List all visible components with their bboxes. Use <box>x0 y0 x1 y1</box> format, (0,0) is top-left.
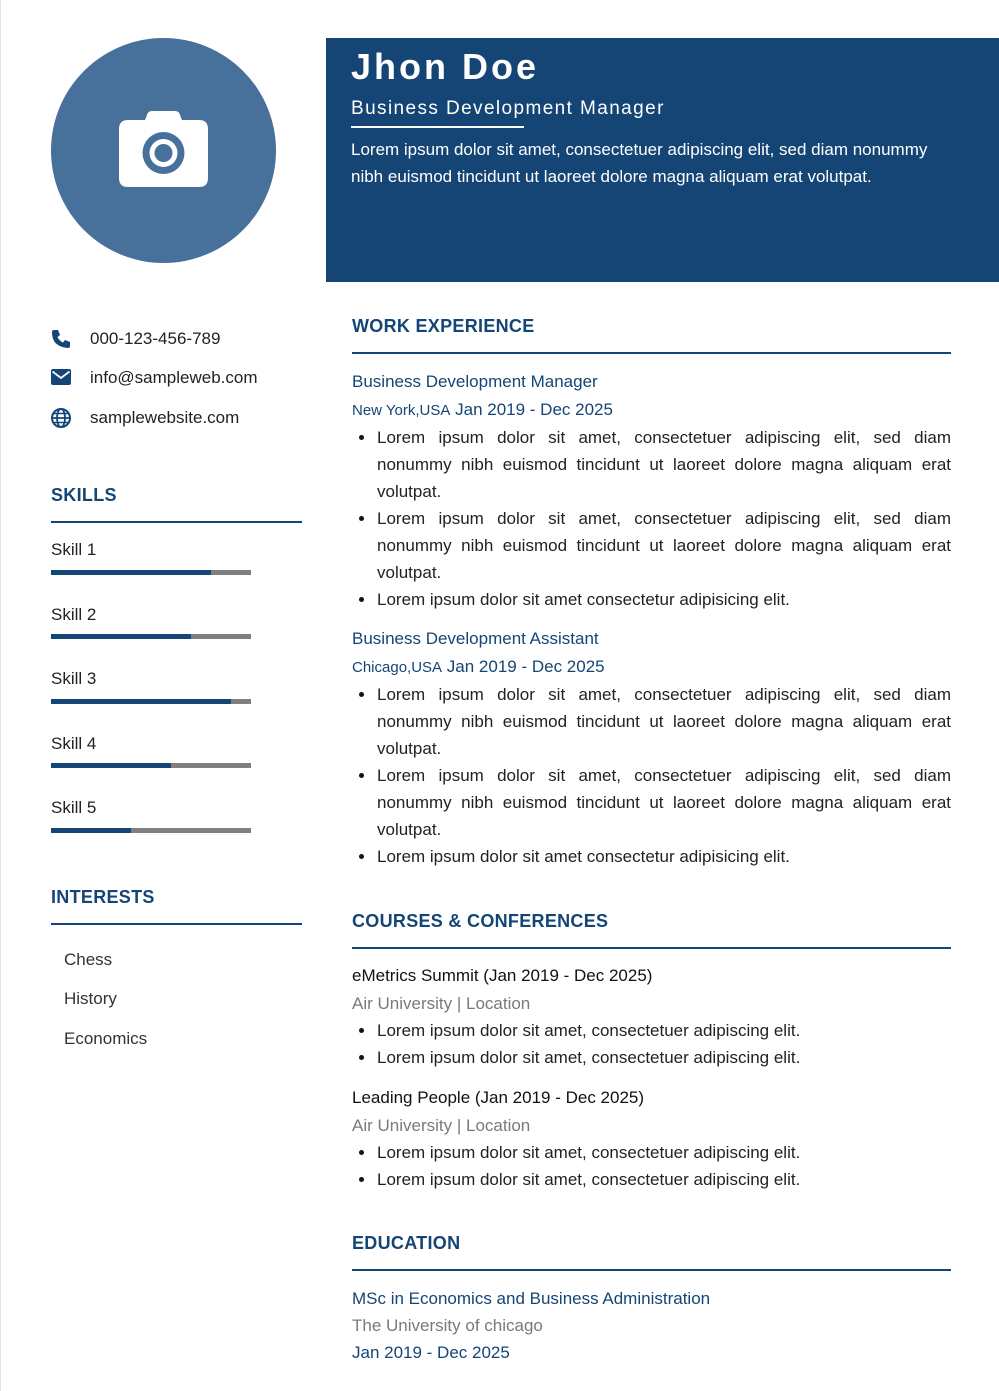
skill-label: Skill 4 <box>51 734 97 753</box>
skill-bar <box>51 699 251 704</box>
bullet-item: Lorem ipsum dolor sit amet, consectetuer adipiscing elit. <box>352 1044 951 1071</box>
bullet-item: Lorem ipsum dolor sit amet consectetur adipisicing elit. <box>352 586 951 613</box>
interest-item: Chess <box>64 950 113 969</box>
courses-heading: COURSES & CONFERENCES <box>352 911 609 931</box>
candidate-name: Jhon Doe <box>351 46 540 87</box>
camera-icon <box>119 111 208 187</box>
work-experience-heading: WORK EXPERIENCE <box>352 316 535 336</box>
courses-divider <box>352 947 951 949</box>
job-dates: Jan 2019 - Dec 2025 <box>446 657 605 676</box>
course-bullets <box>352 1139 951 1193</box>
work-divider <box>352 352 951 354</box>
skill-label: Skill 1 <box>51 540 97 559</box>
envelope-icon <box>51 369 71 385</box>
skill-bar-fill <box>51 699 231 704</box>
skill-bar <box>51 763 251 768</box>
email-address: info@sampleweb.com <box>90 368 258 387</box>
skill-label: Skill 2 <box>51 605 97 624</box>
profile-summary: Lorem ipsum dolor sit amet, consectetuer adipiscing elit, sed diam nonummy nibh euismod tincidunt ut laoreet dolore magna aliquam erat volutpat. <box>351 140 928 186</box>
bullet-item: Lorem ipsum dolor sit amet, consectetuer adipiscing elit, sed diam nonummy nibh euismod tincidunt ut laoreet dolore magna aliquam erat volutpat. <box>352 681 951 762</box>
skill-bar-fill <box>51 634 191 639</box>
course-bullets <box>352 1017 951 1071</box>
education-dates: Jan 2019 - Dec 2025 <box>352 1343 510 1362</box>
skill-label: Skill 3 <box>51 669 97 688</box>
role-underline <box>351 126 524 128</box>
bullet-item: Lorem ipsum dolor sit amet, consectetuer adipiscing elit, sed diam nonummy nibh euismod tincidunt ut laoreet dolore magna aliquam erat volutpat. <box>352 424 951 505</box>
bullet-item: Lorem ipsum dolor sit amet, consectetuer adipiscing elit. <box>352 1166 951 1193</box>
profile-photo <box>51 38 276 263</box>
course-organization: Air University | Location <box>352 1116 531 1135</box>
job-meta <box>352 400 613 420</box>
page-edge <box>0 0 1 1391</box>
skill-bar <box>51 828 251 833</box>
skills-divider <box>51 521 302 523</box>
job-title: Business Development Assistant <box>352 629 599 648</box>
education-divider <box>352 1269 951 1271</box>
skill-bar-fill <box>51 570 211 575</box>
course-title: eMetrics Summit (Jan 2019 - Dec 2025) <box>352 966 653 985</box>
interest-item: Economics <box>64 1029 148 1048</box>
globe-icon <box>51 408 71 428</box>
job-bullets <box>352 424 951 613</box>
course-title: Leading People (Jan 2019 - Dec 2025) <box>352 1088 645 1107</box>
job-meta <box>352 657 605 677</box>
job-title: Business Development Manager <box>352 372 598 391</box>
skill-bar-fill <box>51 763 171 768</box>
job-location: New York,USA <box>352 402 451 419</box>
phone-number: 000-123-456-789 <box>90 329 221 348</box>
website-url: samplewebsite.com <box>90 408 240 427</box>
bullet-item: Lorem ipsum dolor sit amet, consectetuer adipiscing elit. <box>352 1017 951 1044</box>
job-dates: Jan 2019 - Dec 2025 <box>455 400 613 419</box>
interests-heading: INTERESTS <box>51 887 155 907</box>
bullet-item: Lorem ipsum dolor sit amet, consectetuer adipiscing elit, sed diam nonummy nibh euismod tincidunt ut laoreet dolore magna aliquam erat volutpat. <box>352 505 951 586</box>
skill-label: Skill 5 <box>51 798 97 817</box>
job-location: Chicago,USA <box>352 659 443 676</box>
header-banner <box>326 38 999 282</box>
interest-item: History <box>64 989 117 1008</box>
education-heading: EDUCATION <box>352 1233 461 1253</box>
education-degree: MSc in Economics and Business Administration <box>352 1289 711 1308</box>
skill-bar <box>51 634 251 639</box>
course-organization: Air University | Location <box>352 994 531 1013</box>
skill-bar-fill <box>51 828 131 833</box>
interests-divider <box>51 923 302 925</box>
bullet-item: Lorem ipsum dolor sit amet consectetur adipisicing elit. <box>352 843 951 870</box>
bullet-item: Lorem ipsum dolor sit amet, consectetuer adipiscing elit. <box>352 1139 951 1166</box>
bullet-item: Lorem ipsum dolor sit amet, consectetuer adipiscing elit, sed diam nonummy nibh euismod tincidunt ut laoreet dolore magna aliquam erat volutpat. <box>352 762 951 843</box>
phone-icon <box>51 329 71 349</box>
job-role: Business Development Manager <box>351 98 665 119</box>
skill-bar <box>51 570 251 575</box>
education-school: The University of chicago <box>352 1316 543 1335</box>
skills-heading: SKILLS <box>51 485 117 505</box>
job-bullets <box>352 681 951 870</box>
